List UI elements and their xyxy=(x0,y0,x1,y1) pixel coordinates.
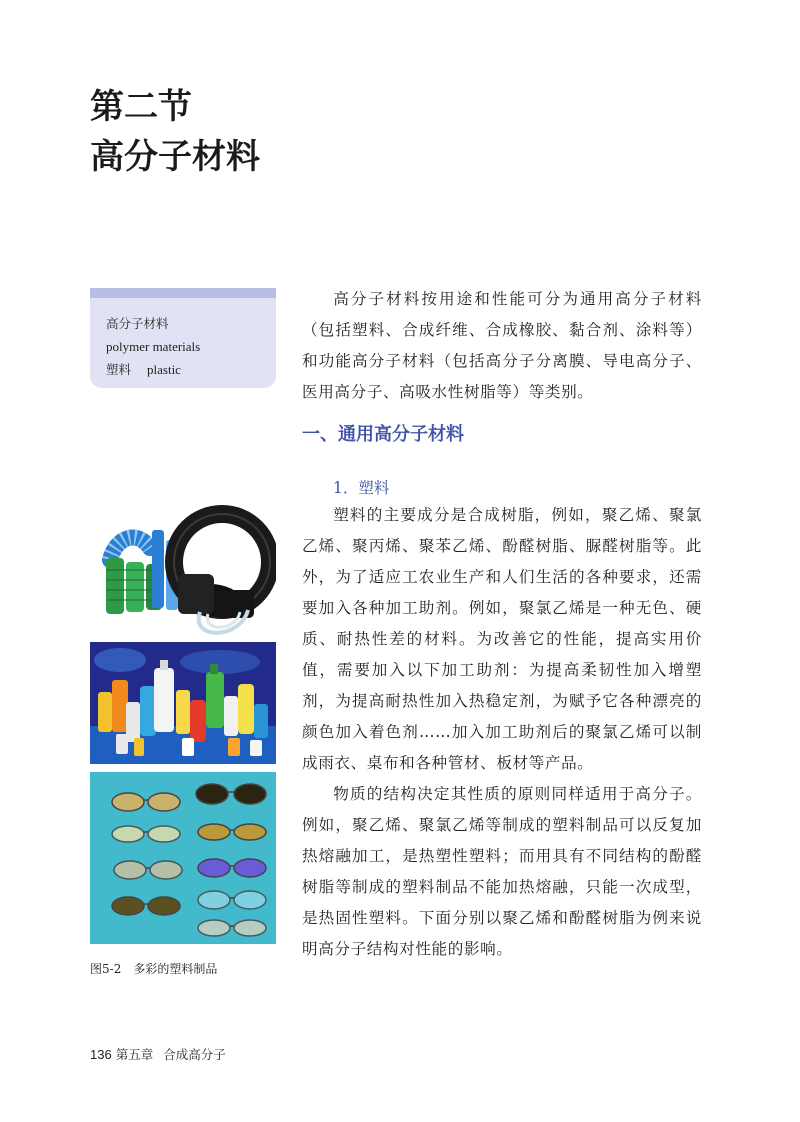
glossary-term-en: plastic xyxy=(147,362,181,377)
main-body xyxy=(302,500,702,965)
figure-caption: 图5-2 多彩的塑料制品 xyxy=(90,962,218,976)
photo-plastic-pipes xyxy=(90,500,276,640)
glossary-entry xyxy=(106,335,276,358)
glossary-entry xyxy=(106,312,276,335)
glossary-term-en: polymer materials xyxy=(106,339,201,354)
section-number: 第二节 xyxy=(90,87,192,127)
topic-heading: 1．塑料 xyxy=(333,479,390,497)
subsection-heading: 一、通用高分子材料 xyxy=(302,424,464,445)
sunglasses-image xyxy=(90,772,276,944)
page-footer xyxy=(90,1045,226,1063)
plastic-pipes-image xyxy=(90,500,276,640)
glossary-box xyxy=(90,288,276,388)
section-name: 高分子材料 xyxy=(90,137,260,177)
body-paragraph: 塑料的主要成分是合成树脂，例如，聚乙烯、聚氯乙烯、聚丙烯、聚苯乙烯、酚醛树脂、脲醛树脂等。此外，为了适应工农业生产和人们生活的各种要求，还需要加入各种加工助剂。例如，聚氯乙烯是一种无色、硬质、耐热性差的材料。为改善它的性能，提高实用价值，需要加入以下加工助剂：为提高柔韧性加入增塑剂，为提高耐热性加入热稳定剂，为赋予它各种漂亮的颜色加入着色剂……加入加工助剂后的聚氯乙烯可以制成雨衣、桌布和各种管材、板材等产品。 xyxy=(302,506,702,772)
page-number: 136 xyxy=(90,1047,112,1062)
photo-sunglasses xyxy=(90,772,276,944)
glossary-header-bar xyxy=(90,288,276,298)
photo-plastic-bottles xyxy=(90,642,276,764)
chapter-label: 第五章 xyxy=(115,1047,154,1062)
intro-paragraph xyxy=(302,284,702,408)
plastic-bottles-image xyxy=(90,642,276,764)
chapter-title: 合成高分子 xyxy=(163,1047,226,1062)
section-title xyxy=(90,82,260,182)
glossary-term-zh: 高分子材料 xyxy=(106,316,169,331)
glossary-term-zh: 塑料 xyxy=(106,362,132,377)
glossary-entry xyxy=(106,358,276,381)
body-paragraph: 物质的结构决定其性质的原则同样适用于高分子。例如，聚乙烯、聚氯乙烯等制成的塑料制品可以反复加热熔融加工，是热塑性塑料；而用具有不同结构的酚醛树脂等制成的塑料制品不能加热熔融，只能一次成型，是热固性塑料。下面分别以聚乙烯和酚醛树脂为例来说明高分子结构对性能的影响。 xyxy=(302,785,702,958)
intro-text: 高分子材料按用途和性能可分为通用高分子材料（包括塑料、合成纤维、合成橡胶、黏合剂、涂料等）和功能高分子材料（包括高分子分离膜、导电高分子、医用高分子、高吸水性树脂等）等类别。 xyxy=(302,290,702,401)
